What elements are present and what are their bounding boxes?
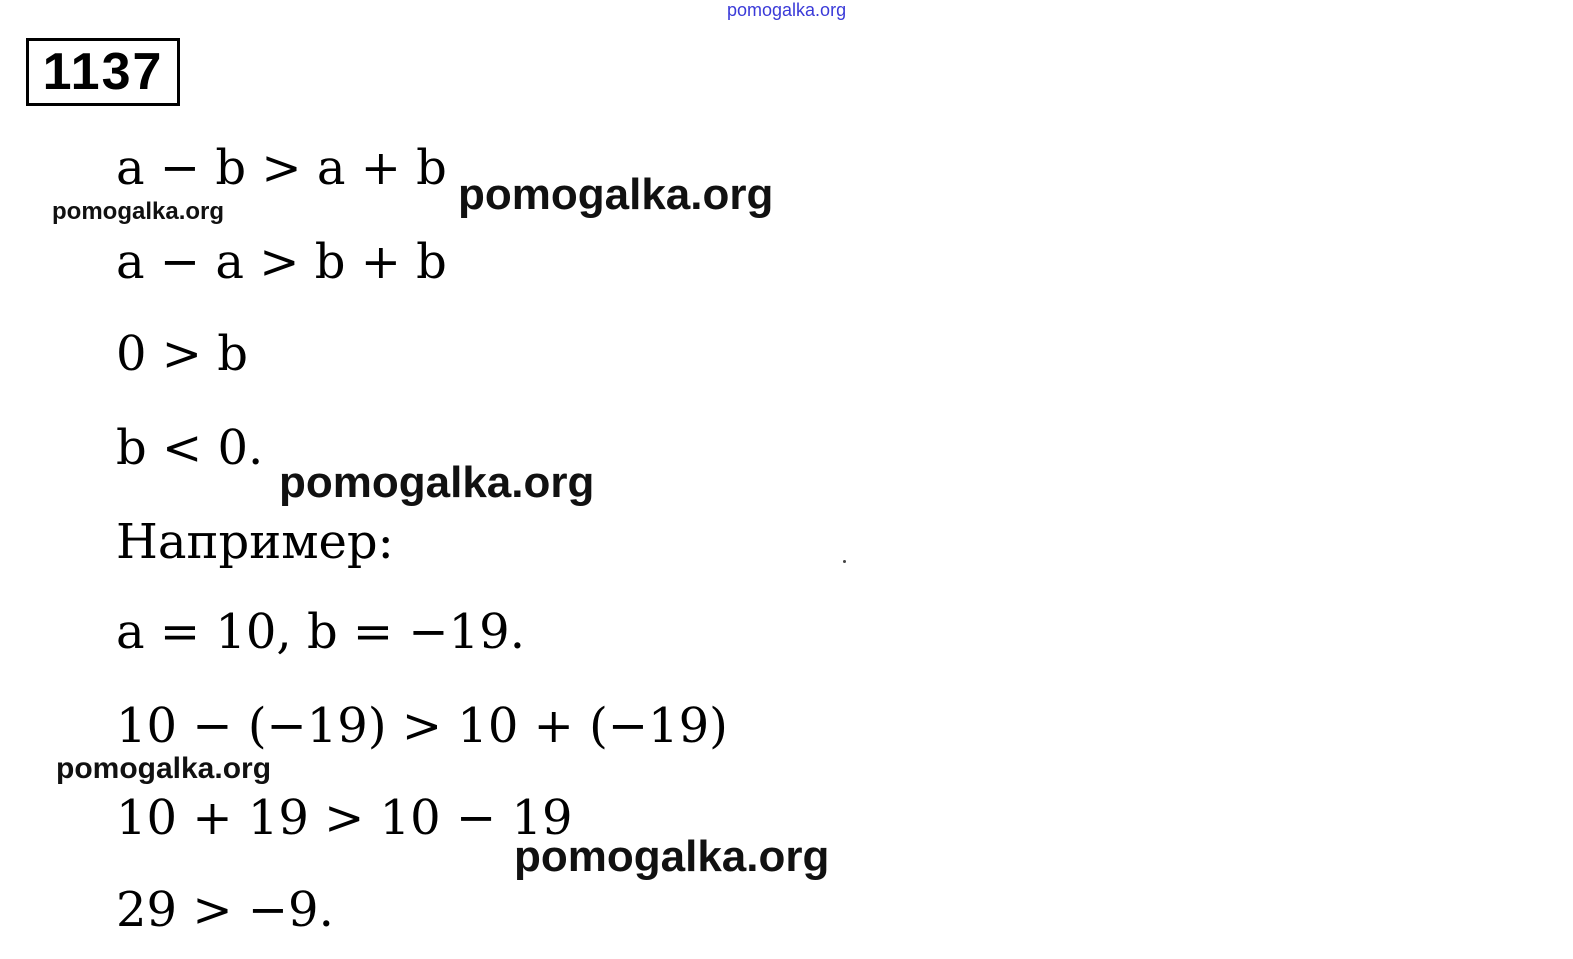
- watermark-5: pomogalka.org: [514, 832, 830, 881]
- problem-number: 1137: [42, 43, 164, 101]
- solution-line-3: 0 > b: [116, 326, 248, 382]
- problem-number-box: [26, 38, 180, 106]
- solution-line-1: a − b > a + b: [116, 140, 447, 196]
- solution-line-5: Например:: [116, 514, 394, 570]
- solution-line-7: 10 − (−19) > 10 + (−19): [116, 698, 728, 754]
- solution-line-8: 10 + 19 > 10 − 19: [116, 790, 573, 846]
- stray-dot: [843, 560, 846, 563]
- solution-line-4: b < 0.: [116, 420, 264, 476]
- site-watermark-top: pomogalka.org: [727, 0, 847, 20]
- solution-line-2: a − a > b + b: [116, 234, 447, 290]
- watermark-3: pomogalka.org: [279, 458, 595, 507]
- solution-line-6: a = 10, b = −19.: [116, 604, 525, 660]
- solution-line-9: 29 > −9.: [116, 882, 334, 938]
- watermark-1: pomogalka.org: [458, 170, 774, 219]
- watermark-2: pomogalka.org: [52, 198, 225, 225]
- watermark-4: pomogalka.org: [56, 752, 272, 785]
